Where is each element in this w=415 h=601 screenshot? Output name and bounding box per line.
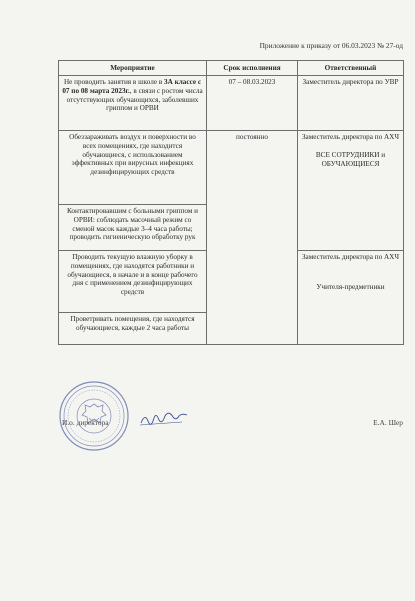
row2-deadline: постоянно [207, 131, 298, 345]
row2-measure: Обеззараживать воздух и поверхности во всех помещениях, где находится обучающиеся, с использованием эффективных при вирусных инфекциях дезинфицирующих средств [59, 131, 207, 205]
row4-responsible-2: Учителя-предметники [316, 282, 385, 291]
appendix-note: Приложение к приказу от 06.03.2023 № 27-од [259, 41, 403, 50]
header-responsible: Ответственный [298, 61, 404, 76]
row1-measure [59, 76, 207, 131]
row1-measure-pre: Не проводить занятия в школе в [63, 78, 165, 86]
row4-responsible-1: Заместитель директора по АХЧ [301, 253, 400, 261]
table-header-row [59, 61, 404, 76]
signatory-name: Е.А. Шер [373, 418, 403, 427]
table-row [59, 76, 404, 131]
row1-responsible: Заместитель директора по УВР [298, 76, 404, 131]
row2-responsible [298, 131, 404, 251]
row1-measure-post: , в связи с ростом числа отсутствующих обучающихся, заболевших гриппом и ОРВИ [66, 86, 203, 113]
header-measure: Мероприятие [59, 61, 207, 76]
signatory-role: И.о. директора [62, 418, 109, 427]
row3-measure: Контактировавшим с больными гриппом и ОРВИ: соблюдать масочный режим со сменой масок каждые 3–4 часа работы; проводить гигиеническую обработку рук [59, 205, 207, 251]
row4-measure: Проводить текущую влажную уборку в помещениях, где находятся работники и обучающиеся, в начале и в конце рабочего дня с применением дезинфицирующих средств [59, 251, 207, 313]
signature-block [58, 415, 403, 429]
row1-measure-bold: 3А классе с 07 по 08 марта 2023г. [62, 78, 202, 95]
measures-table [58, 60, 404, 345]
row1-deadline: 07 – 08.03.2023 [207, 76, 298, 131]
handwritten-signature [138, 411, 190, 429]
row4-responsible [298, 251, 404, 345]
table-row [59, 131, 404, 205]
row2-responsible-1: Заместитель директора по АХЧ [301, 133, 400, 141]
row5-measure: Проветривать помещения, где находятся обучающиеся, каждые 2 часа работы [59, 313, 207, 345]
row2-responsible-2: ВСЕ СОТРУДНИКИ и ОБУЧАЮЩИЕСЯ [315, 150, 386, 168]
header-deadline: Срок исполнения [207, 61, 298, 76]
